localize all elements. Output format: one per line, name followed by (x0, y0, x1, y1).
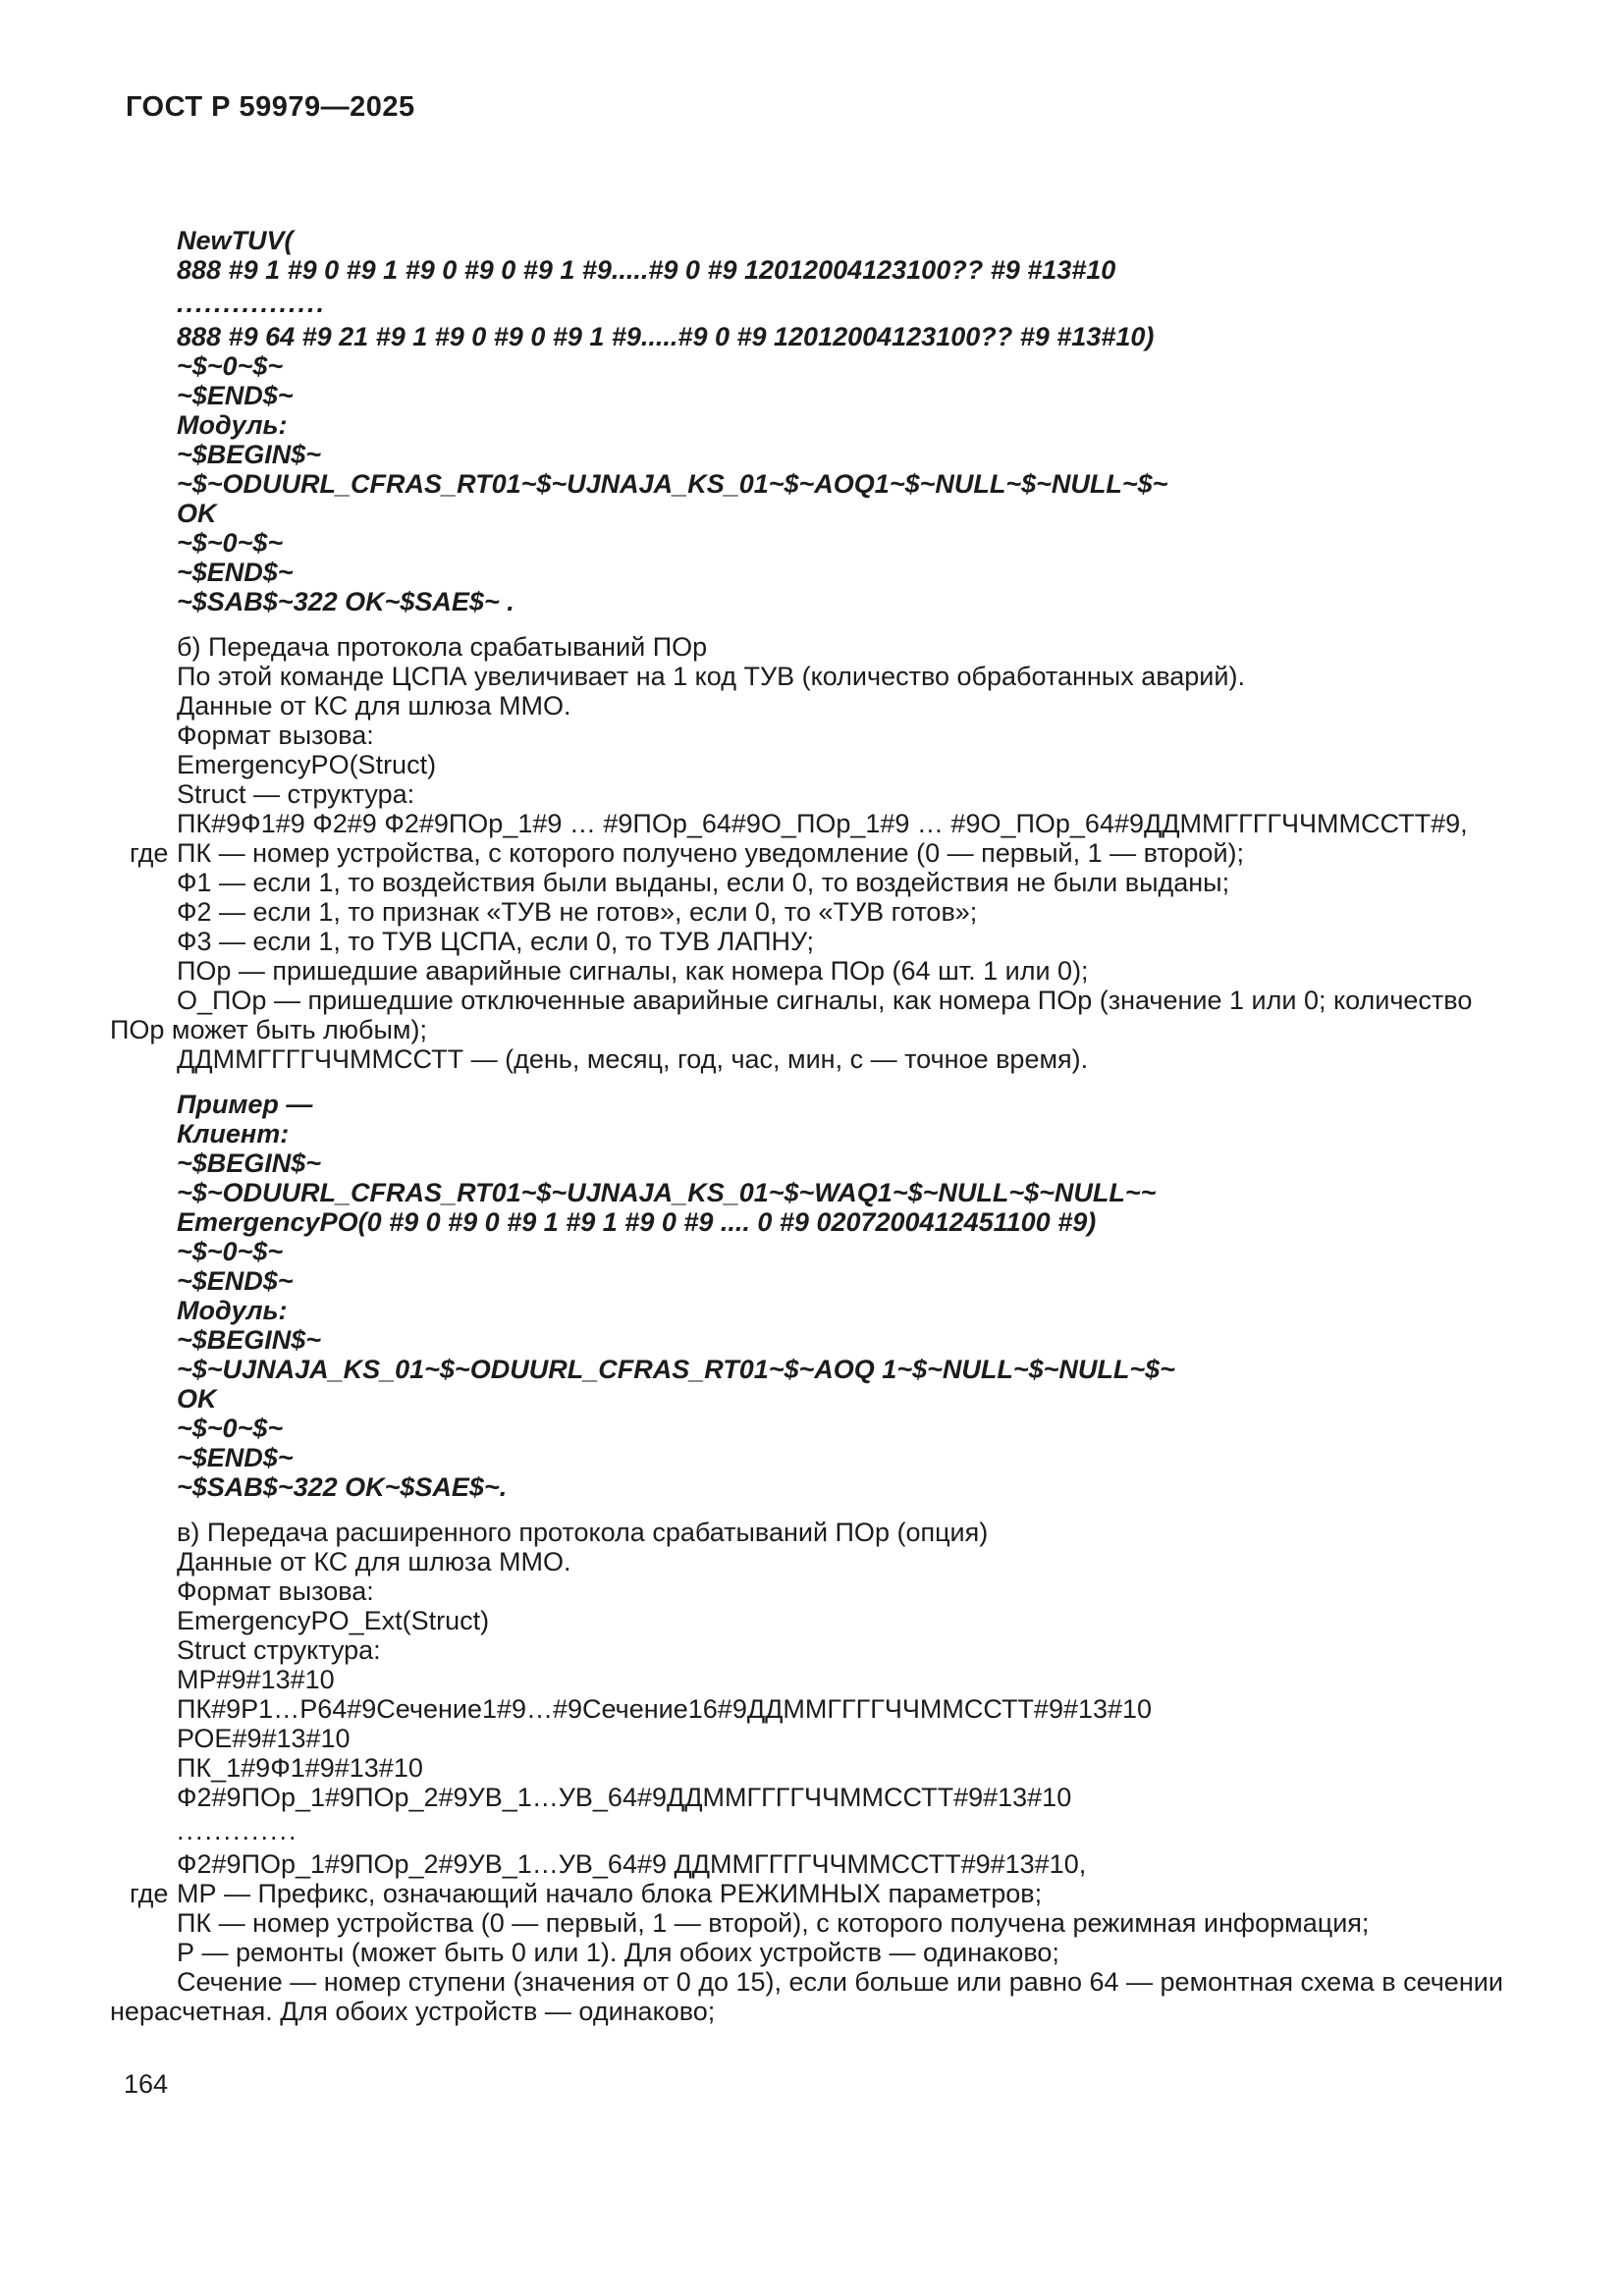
paragraph: EmergencyPO_Ext(Struct) (177, 1606, 490, 1635)
paragraph: ПК_1#9Ф1#9#13#10 (177, 1753, 423, 1783)
code-line: 888 #9 1 #9 0 #9 1 #9 0 #9 0 #9 1 #9.....#9 0 #9 12012004123100?? #9 #13#10 (177, 255, 1116, 285)
paragraph: Ф2#9ПОр_1#9ПОр_2#9УВ_1…УВ_64#9ДДММГГГГЧЧММССТТ#9#13#10 (177, 1783, 1072, 1812)
code-line: Модуль: (177, 1296, 288, 1325)
paragraph: в) Передача расширенного протокола срабатываний ПОр (опция) (177, 1518, 989, 1547)
standard-number-header: ГОСТ Р 59979—2025 (126, 91, 415, 123)
definition-item: ПОр — пришедшие аварийные сигналы, как номера ПОр (64 шт. 1 или 0); (177, 956, 1089, 986)
definition-item: Ф1 — если 1, то воздействия были выданы, если 0, то воздействия не были выданы; (177, 868, 1230, 897)
code-line: ~$SAB$~322 OK~$SAE$~. (177, 1472, 508, 1502)
section-v-definitions (110, 1879, 1514, 2026)
code-line: EmergencyPO(0 #9 0 #9 0 #9 1 #9 1 #9 0 #9 .... 0 #9 0207200412451100 #9) (177, 1207, 1097, 1237)
example-code-block (177, 1090, 1514, 1502)
paragraph: РОЕ#9#13#10 (177, 1724, 351, 1753)
code-line: OK (177, 1384, 217, 1414)
code-line: ~$END$~ (177, 1266, 294, 1296)
code-line: ~$~ODUURL_CFRAS_RT01~$~UJNAJA_KS_01~$~AOQ1~$~NULL~$~NULL~$~ (177, 469, 1168, 499)
paragraph: Struct — структура: (177, 779, 415, 809)
paragraph: ПК#9Р1…Р64#9Сечение1#9…#9Сечение16#9ДДММГГГГЧЧММССТТ#9#13#10 (177, 1694, 1153, 1724)
definition-item: Р — ремонты (может быть 0 или 1). Для обоих устройств — одинаково; (177, 1938, 1059, 1967)
section-v-paragraphs (110, 1518, 1514, 1879)
paragraph: Ф2#9ПОр_1#9ПОр_2#9УВ_1…УВ_64#9 ДДММГГГГЧЧММССТТ#9#13#10, (177, 1849, 1087, 1879)
section-b-definitions (110, 838, 1514, 1074)
code-line: ~$BEGIN$~ (177, 440, 322, 469)
code-line: ~$BEGIN$~ (177, 1148, 322, 1178)
code-line: OK (177, 499, 217, 528)
code-line: ~$~0~$~ (177, 1414, 284, 1443)
paragraph: МР#9#13#10 (177, 1665, 335, 1694)
definition-item: где МР — Префикс, означающий начало блока РЕЖИМНЫХ параметров; (130, 1879, 1043, 1908)
code-line: ~$~UJNAJA_KS_01~$~ODUURL_CFRAS_RT01~$~AOQ 1~$~NULL~$~NULL~$~ (177, 1355, 1175, 1384)
code-line: Модуль: (177, 410, 288, 440)
section-b-paragraphs (110, 632, 1514, 838)
code-line: 888 #9 64 #9 21 #9 1 #9 0 #9 0 #9 1 #9.....#9 0 #9 12012004123100?? #9 #13#10) (177, 322, 1155, 351)
where-label: где (130, 838, 169, 868)
paragraph: Формат вызова: (177, 721, 374, 750)
code-line: ~$END$~ (177, 381, 294, 410)
code-line: ~$~0~$~ (177, 351, 284, 381)
code-block-newtuv (177, 226, 1514, 616)
paragraph: б) Передача протокола срабатываний ПОр (177, 632, 708, 662)
code-line: ~$BEGIN$~ (177, 1325, 322, 1355)
code-line: Клиент: (177, 1119, 290, 1148)
code-line: ~$~0~$~ (177, 528, 284, 558)
code-line: ~$END$~ (177, 1443, 294, 1472)
definition-item: где ПК — номер устройства, с которого получено уведомление (0 — первый, 1 — второй); (130, 838, 1245, 868)
code-line: ~$END$~ (177, 558, 294, 587)
code-line: ~$SAB$~322 OK~$SAE$~ . (177, 587, 514, 616)
definition-item: О_ПОр — пришедшие отключенные аварийные сигналы, как номера ПОр (значение 1 или 0; количество ПОр может быть любым); (110, 986, 1473, 1044)
paragraph: EmergencyPO(Struct) (177, 750, 437, 779)
definition-item: Ф2 — если 1, то признак «ТУВ не готов», если 0, то «ТУВ готов»; (177, 897, 978, 927)
code-line: ~$~0~$~ (177, 1237, 284, 1266)
definition-item: Сечение — номер ступени (значения от 0 до 15), если больше или равно 64 — ремонтная схема в сечении нерасчетная. Для обоих устройств — одинаково; (110, 1967, 1503, 2026)
code-line: NewTUV( (177, 226, 294, 255)
definition-item: ДДММГГГГЧЧММССТТ — (день, месяц, год, час, мин, с — точное время). (177, 1044, 1089, 1074)
definition-item: Ф3 — если 1, то ТУВ ЦСПА, если 0, то ТУВ ЛАПНУ; (177, 927, 815, 956)
page-number: 164 (124, 2069, 169, 2099)
paragraph: Данные от КС для шлюза ММО. (177, 1547, 571, 1576)
paragraph: Данные от КС для шлюза ММО. (177, 691, 571, 721)
paragraph: ............. (177, 1816, 298, 1845)
code-line: ~$~ODUURL_CFRAS_RT01~$~UJNAJA_KS_01~$~WAQ1~$~NULL~$~NULL~~ (177, 1178, 1157, 1207)
code-line: Пример — (177, 1090, 313, 1119)
paragraph: Struct структура: (177, 1635, 381, 1665)
paragraph: По этой команде ЦСПА увеличивает на 1 код ТУВ (количество обработанных аварий). (177, 662, 1245, 691)
paragraph: Формат вызова: (177, 1576, 374, 1606)
paragraph: ПК#9Ф1#9 Ф2#9 Ф2#9ПОр_1#9 … #9ПОр_64#9О_ПОр_1#9 … #9О_ПОр_64#9ДДММГГГГЧЧММССТТ#9, (177, 809, 1468, 838)
where-label: где (130, 1879, 169, 1908)
definition-item: ПК — номер устройства (0 — первый, 1 — второй), с которого получена режимная информация; (177, 1908, 1370, 1938)
code-line: ................ (177, 289, 327, 318)
